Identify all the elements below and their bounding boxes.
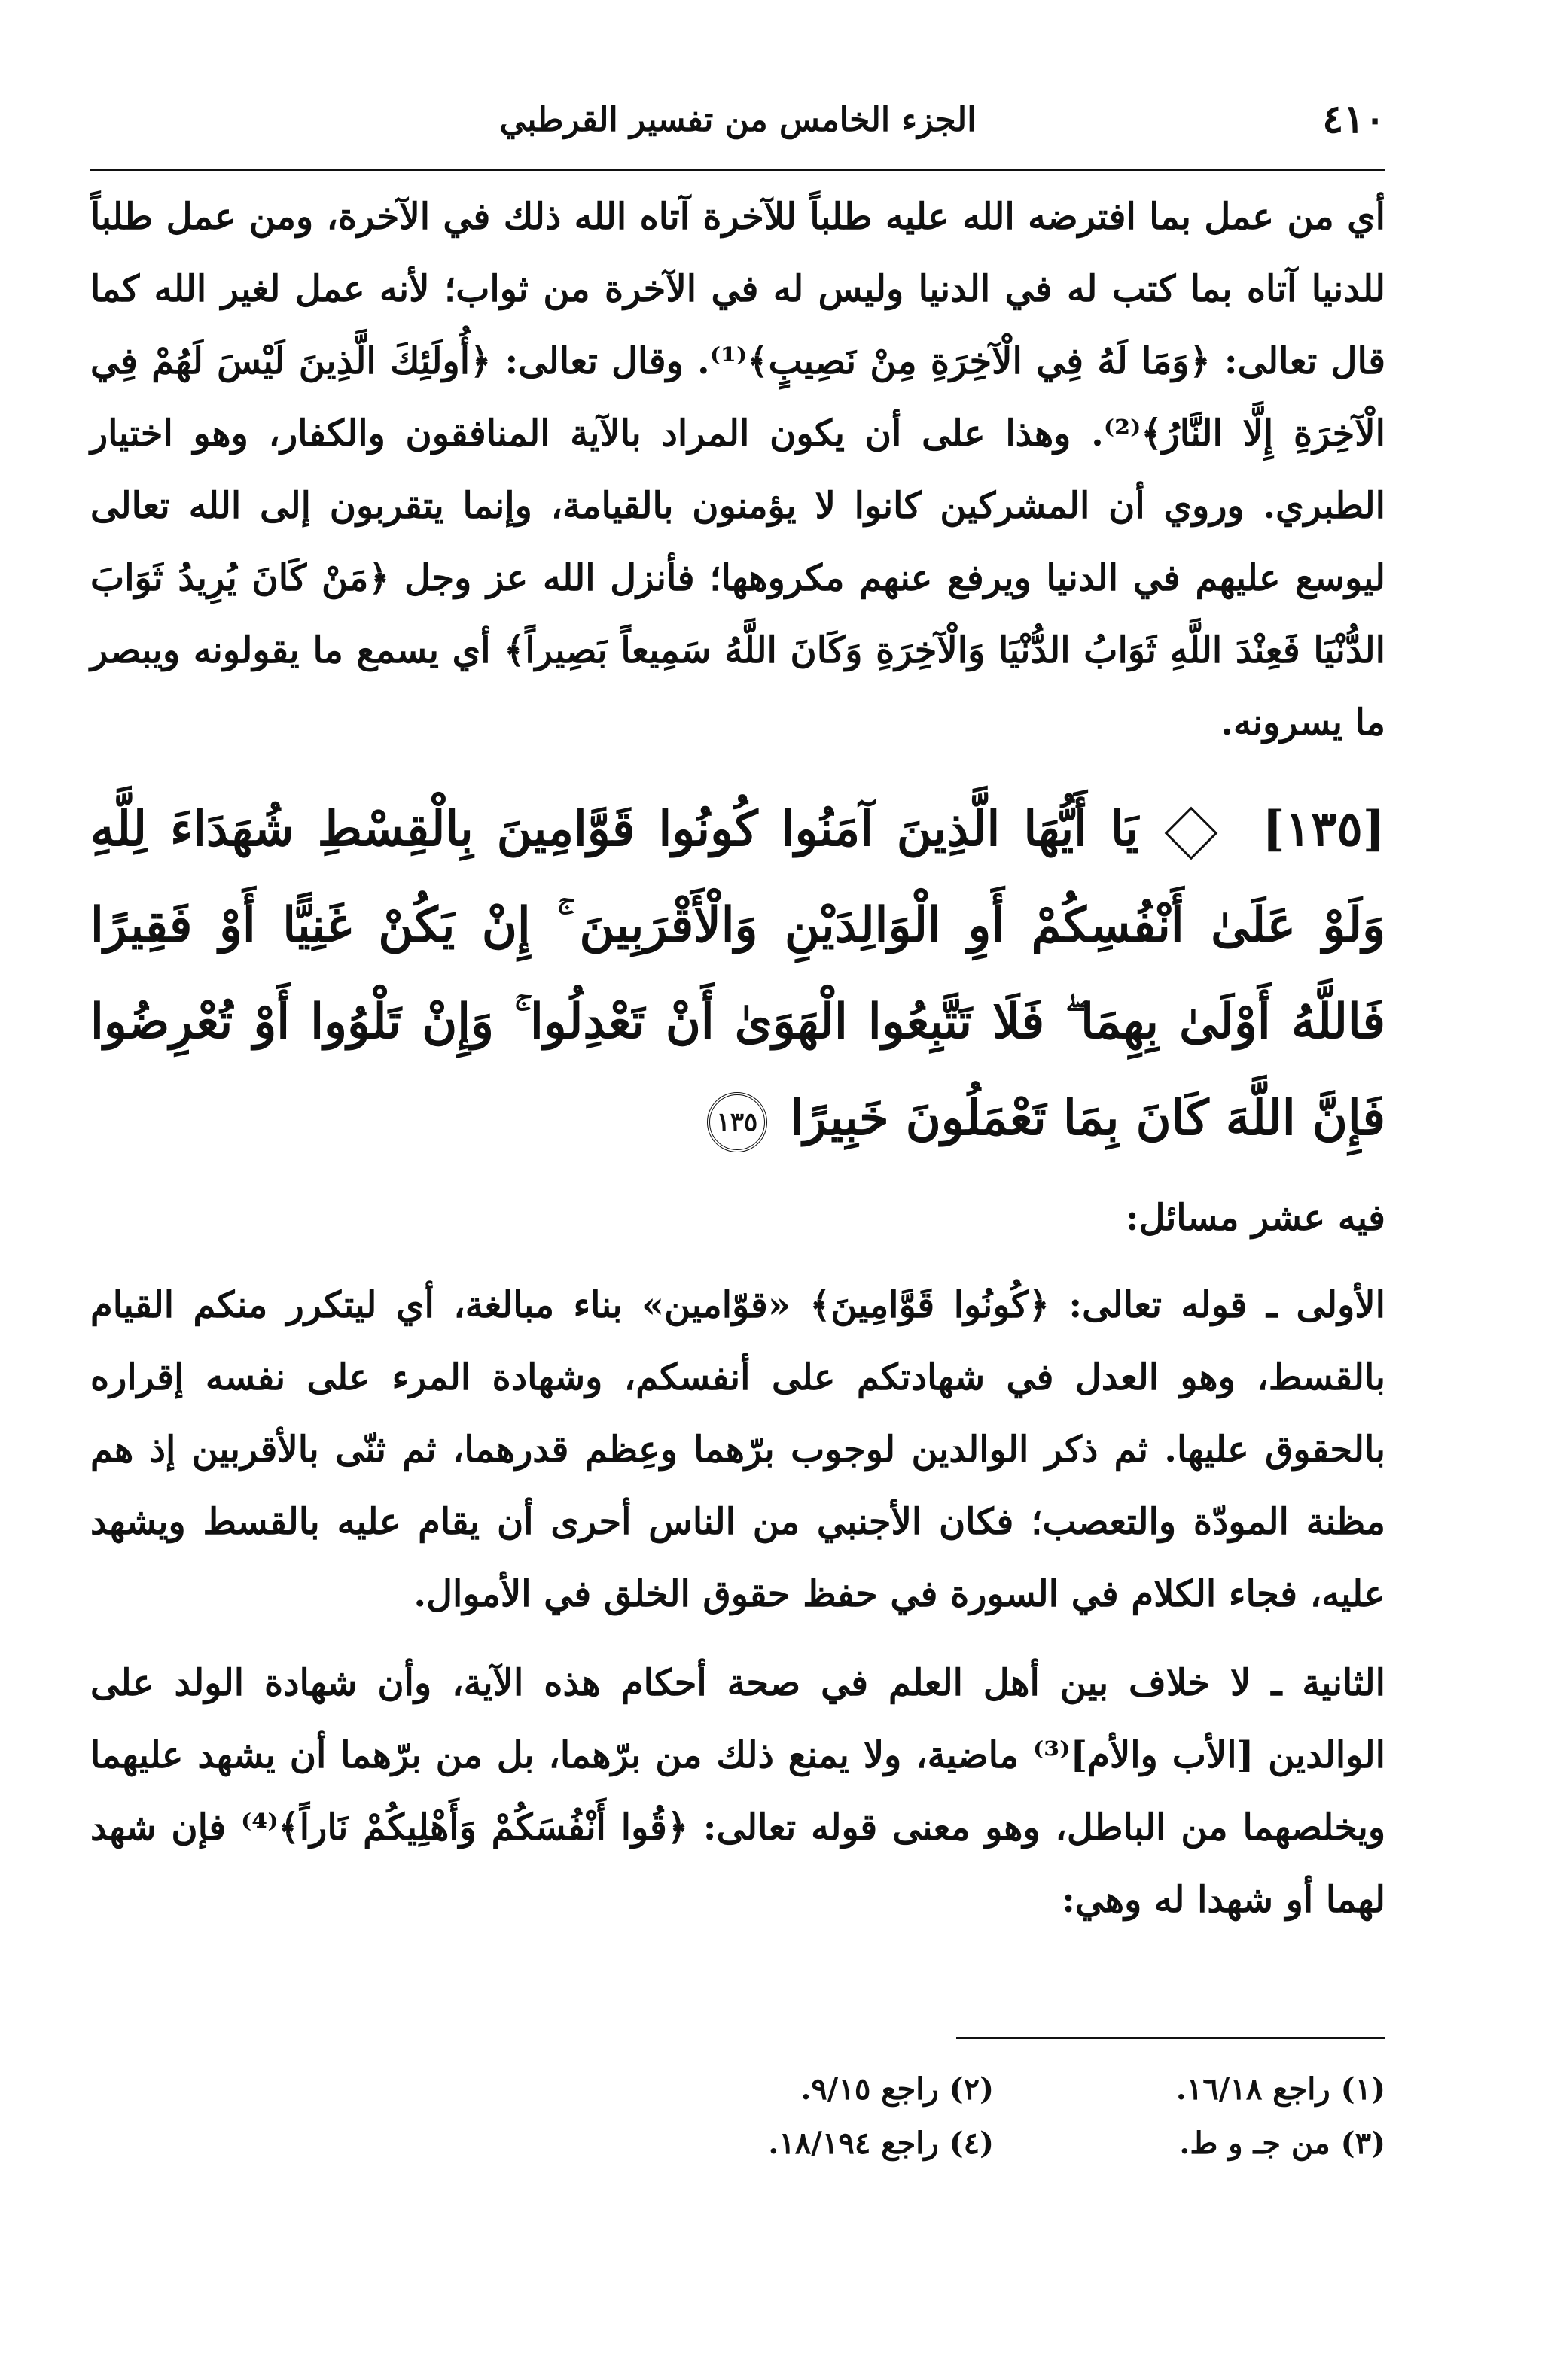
- footnotes: [90, 2062, 1385, 2171]
- issue-first: الأولى ـ قوله تعالى: ﴿كُونُوا قَوَّامِينَ﴾ «قوّامين» بناء مبالغة، أي ليتكرر منكم القيام بالقسط، وهو العدل في شهادتكم على أنفسكم، وشهادة المرء على نفسه إقراره بالحقوق عليها. ثم ذكر الوالدين لوجوب برّهما وعِظم قدرهما، ثم ثنّى بالأقربين إذ هم مظنة المودّة والتعصب؛ فكان الأجنبي من الناس أحرى أن يقام عليه بالقسط ويشهد عليه، فجاء الكلام في السورة في حفظ حقوق الخلق في الأموال.: [90, 1284, 1386, 1615]
- footnote-2: (٢) راجع ٩/١٥.: [800, 2071, 994, 2107]
- page-header: [90, 90, 1385, 166]
- header-divider: [90, 169, 1385, 171]
- footnote-4: (٤) راجع ١٨/١٩٤.: [768, 2126, 994, 2161]
- verse-number: [١٣٥]: [1262, 801, 1386, 857]
- quran-verse: [90, 781, 1385, 1167]
- ayah-ornament-icon: [1165, 806, 1218, 860]
- issues-intro: فيه عشر مسائل:: [1125, 1197, 1385, 1239]
- opening-paragraph: أي من عمل بما افترضه الله عليه طلباً للآخرة آتاه الله ذلك في الآخرة، ومن عمل طلباً للدنيا آتاه بما كتب له في الدنيا وليس له في الآخرة من ثواب؛ لأنه عمل لغير الله كما قال تعالى: ﴿وَمَا لَهُ فِي الْآخِرَةِ مِنْ نَصِيبٍ﴾⁽¹⁾. وقال تعالى: ﴿أُولَئِكَ الَّذِينَ لَيْسَ لَهُمْ فِي الْآخِرَةِ إِلَّا النَّارُ﴾⁽²⁾. وهذا على أن يكون المراد بالآية المنافقون والكفار، وهو اختيار الطبري. وروي أن المشركين كانوا لا يؤمنون بالقيامة، وإنما يتقربون إلى الله تعالى ليوسع عليهم في الدنيا ويرفع عنهم مكروهها؛ فأنزل الله عز وجل ﴿مَنْ كَانَ يُرِيدُ ثَوَابَ الدُّنْيَا فَعِنْدَ اللَّهِ ثَوَابُ الدُّنْيَا وَالْآخِرَةِ وَكَانَ اللَّهُ سَمِيعاً بَصِيراً﴾ أي يسمع ما يقولونه ويبصر ما يسرونه.: [90, 196, 1386, 744]
- footnote-row: [90, 2117, 1385, 2171]
- verse-text: يَا أَيُّهَا الَّذِينَ آمَنُوا كُونُوا قَوَّامِينَ بِالْقِسْطِ شُهَدَاءَ لِلَّهِ وَلَوْ عَلَىٰ أَنْفُسِكُمْ أَوِ الْوَالِدَيْنِ وَالْأَقْرَبِينَ ۚ إِنْ يَكُنْ غَنِيًّا أَوْ فَقِيرًا فَاللَّهُ أَوْلَىٰ بِهِمَا ۖ فَلَا تَتَّبِعُوا الْهَوَىٰ أَنْ تَعْدِلُوا ۚ وَإِنْ تَلْوُوا أَوْ تُعْرِضُوا فَإِنَّ اللَّهَ كَانَ بِمَا تَعْمَلُونَ خَبِيرًا: [90, 801, 1385, 1146]
- running-title: الجزء الخامس من تفسير القرطبي: [499, 101, 977, 139]
- footnote-row: [90, 2062, 1385, 2117]
- page-number: ٤١٠: [1322, 96, 1385, 142]
- footnote-divider: [956, 2037, 1385, 2039]
- verse-end-marker: ١٣٥: [707, 1092, 767, 1152]
- issue-second: الثانية ـ لا خلاف بين أهل العلم في صحة أحكام هذه الآية، وأن شهادة الولد على الوالدين [الأب والأم]⁽³⁾ ماضية، ولا يمنع ذلك من برّهما، بل من برّهما أن يشهد عليهما ويخلصهما من الباطل، وهو معنى قوله تعالى: ﴿قُوا أَنْفُسَكُمْ وَأَهْلِيكُمْ نَاراً﴾⁽⁴⁾ فإن شهد لهما أو شهدا له وهي:: [90, 1662, 1385, 1921]
- main-text: [90, 181, 1385, 1952]
- footnote-3: (٣) من جـ و ط.: [1179, 2126, 1385, 2161]
- footnote-1: (١) راجع ١٦/١٨.: [1175, 2071, 1385, 2107]
